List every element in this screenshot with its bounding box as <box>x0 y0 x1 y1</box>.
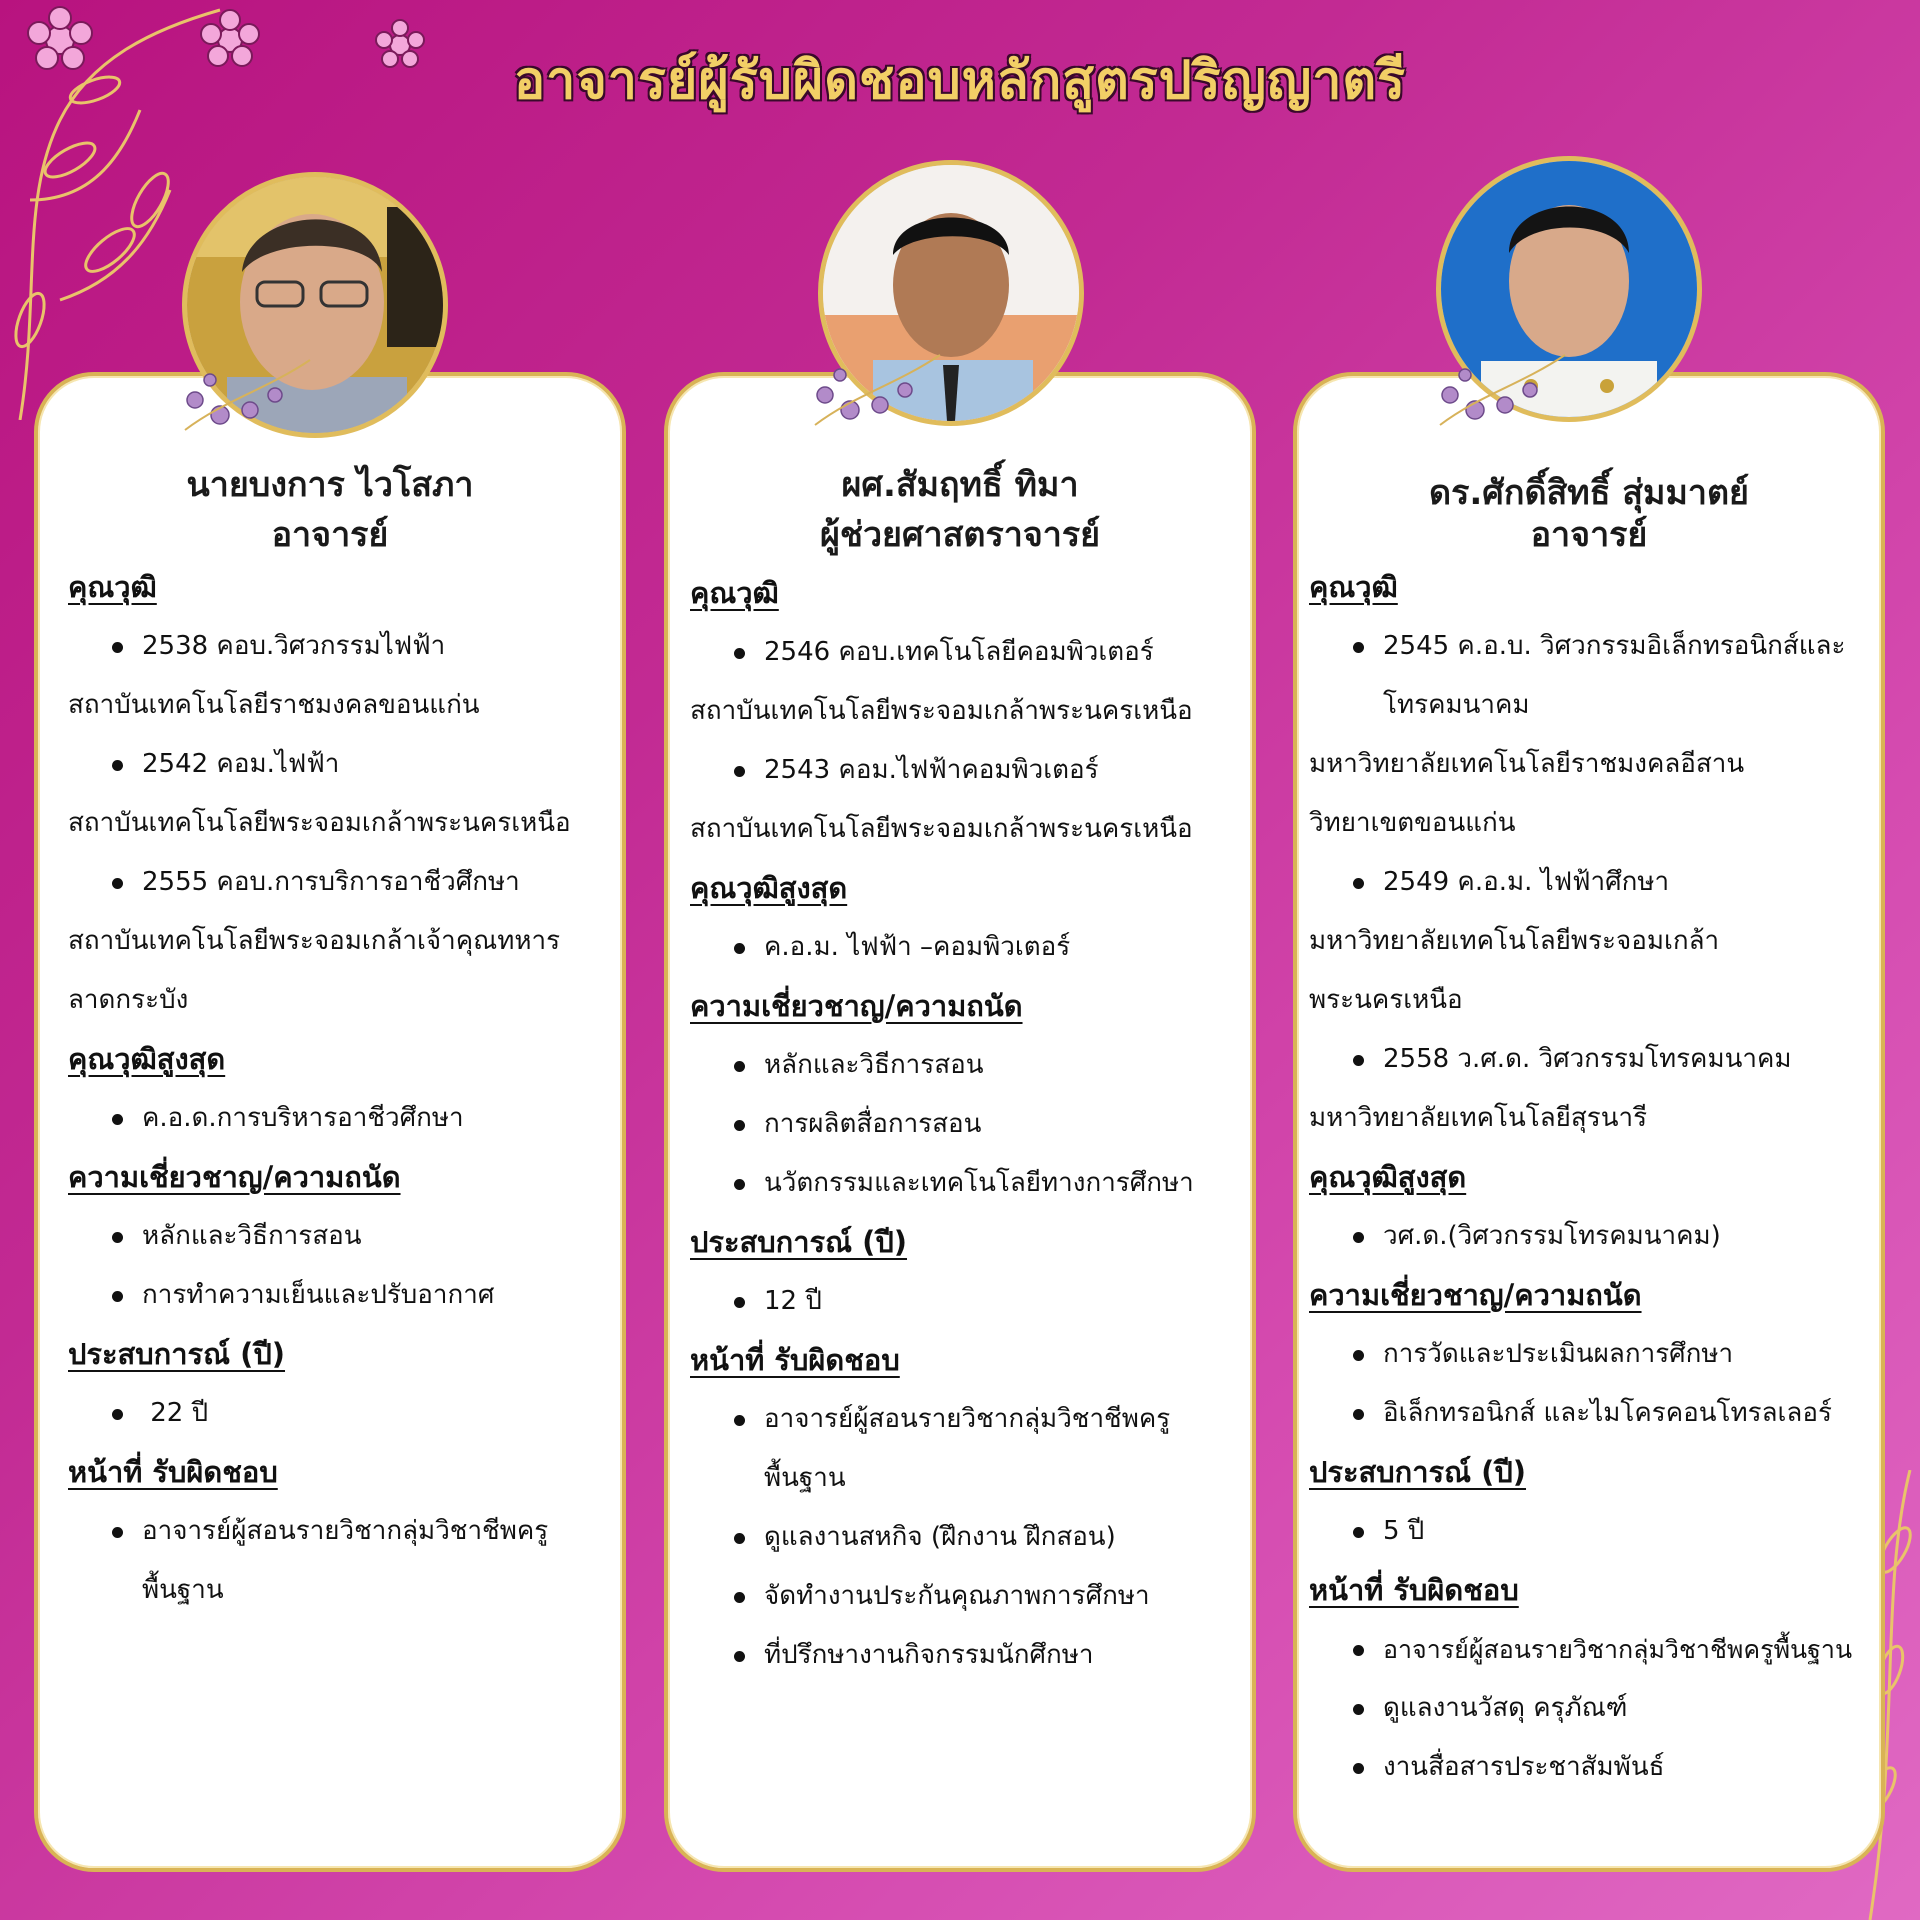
section-highest-qualification: คุณวุฒิสูงสุด <box>690 871 848 905</box>
list-item: นวัตกรรมและเทคโนโลยีทางการศึกษา <box>690 1154 1250 1213</box>
list-item: ดูแลงานสหกิจ (ฝึกงาน ฝึกสอน) <box>690 1508 1250 1567</box>
lecturer-details <box>68 558 628 1620</box>
list-item: อาจารย์ผู้สอนรายวิชากลุ่มวิชาชีพครูพื้นฐาน <box>1309 1620 1889 1679</box>
section-duties: หน้าที่ รับผิดชอบ <box>1309 1573 1519 1607</box>
lecturer-position: อาจารย์ <box>271 515 389 555</box>
section-experience: ประสบการณ์ (ปี) <box>690 1225 908 1259</box>
institution: สถาบันเทคโนโลยีพระจอมเกล้าพระนครเหนือ <box>690 814 1193 844</box>
list-item: ค.อ.ด.การบริหารอาชีวศึกษา <box>68 1089 628 1148</box>
lecturer-position: ผู้ช่วยศาสตราจารย์ <box>819 515 1101 555</box>
list-item: 2555 คอบ.การบริการอาชีวศึกษา <box>68 853 628 912</box>
institution: มหาวิทยาลัยเทคโนโลยีราชมงคลอีสาน <box>1309 749 1745 779</box>
institution: สถาบันเทคโนโลยีพระจอมเกล้าเจ้าคุณทหาร <box>68 926 561 956</box>
floral-accent-icon <box>1430 335 1570 435</box>
institution: สถาบันเทคโนโลยีพระจอมเกล้าพระนครเหนือ <box>68 808 571 838</box>
section-qualifications: คุณวุฒิ <box>1309 570 1398 604</box>
floral-accent-icon <box>175 340 315 440</box>
list-item-continuation: โทรคมนาคม <box>1383 690 1530 720</box>
list-item: 2543 คอม.ไฟฟ้าคอมพิวเตอร์ <box>690 741 1250 800</box>
section-expertise: ความเชี่ยวชาญ/ความถนัด <box>690 989 1023 1023</box>
list-item-continuation: พื้นฐาน <box>142 1575 224 1605</box>
institution: มหาวิทยาลัยเทคโนโลยีสุรนารี <box>1309 1103 1648 1133</box>
section-qualifications: คุณวุฒิ <box>690 576 779 610</box>
list-item-continuation: พื้นฐาน <box>764 1463 846 1493</box>
lecturer-details <box>1309 558 1889 1797</box>
list-item: อาจารย์ผู้สอนรายวิชากลุ่มวิชาชีพครู <box>68 1502 628 1561</box>
list-item: 2542 คอม.ไฟฟ้า <box>68 735 628 794</box>
floral-accent-icon <box>805 335 945 435</box>
lecturer-name: นายบงการ ไวโสภา <box>186 465 474 505</box>
list-item: วศ.ด.(วิศวกรรมโทรคมนาคม) <box>1309 1207 1889 1266</box>
section-highest-qualification: คุณวุฒิสูงสุด <box>68 1042 226 1076</box>
list-item: อาจารย์ผู้สอนรายวิชากลุ่มวิชาชีพครู <box>690 1390 1250 1449</box>
list-item: หลักและวิธีการสอน <box>68 1207 628 1266</box>
institution: มหาวิทยาลัยเทคโนโลยีพระจอมเกล้า <box>1309 926 1720 956</box>
list-item: 2546 คอบ.เทคโนโลยีคอมพิวเตอร์ <box>690 623 1250 682</box>
section-duties: หน้าที่ รับผิดชอบ <box>68 1455 278 1489</box>
list-item: จัดทำงานประกันคุณภาพการศึกษา <box>690 1567 1250 1626</box>
list-item: อิเล็กทรอนิกส์ และไมโครคอนโทรลเลอร์ <box>1309 1384 1889 1443</box>
list-item: 2538 คอบ.วิศวกรรมไฟฟ้า <box>68 617 628 676</box>
institution: สถาบันเทคโนโลยีราชมงคลขอนแก่น <box>68 690 480 720</box>
section-highest-qualification: คุณวุฒิสูงสุด <box>1309 1160 1467 1194</box>
list-item: งานสื่อสารประชาสัมพันธ์ <box>1309 1738 1889 1797</box>
list-item: หลักและวิธีการสอน <box>690 1036 1250 1095</box>
section-expertise: ความเชี่ยวชาญ/ความถนัด <box>1309 1278 1642 1312</box>
section-expertise: ความเชี่ยวชาญ/ความถนัด <box>68 1160 401 1194</box>
lecturer-details <box>690 564 1250 1685</box>
lecturer-name: ผศ.สัมฤทธิ์ ทิมา <box>841 465 1079 505</box>
list-item: 2549 ค.อ.ม. ไฟฟ้าศึกษา <box>1309 853 1889 912</box>
institution: พระนครเหนือ <box>1309 985 1463 1015</box>
institution: วิทยาเขตขอนแก่น <box>1309 808 1516 838</box>
page-title: อาจารย์ผู้รับผิดชอบหลักสูตรปริญญาตรี <box>513 51 1407 111</box>
section-duties: หน้าที่ รับผิดชอบ <box>690 1343 900 1377</box>
list-item: การผลิตสื่อการสอน <box>690 1095 1250 1154</box>
section-qualifications: คุณวุฒิ <box>68 570 157 604</box>
list-item: 2558 ว.ศ.ด. วิศวกรรมโทรคมนาคม <box>1309 1030 1889 1089</box>
list-item: 12 ปี <box>690 1272 1250 1331</box>
institution: ลาดกระบัง <box>68 985 189 1015</box>
lecturer-name: ดร.ศักดิ์สิทธิ์ สุ่มมาตย์ <box>1429 473 1749 513</box>
list-item: 2545 ค.อ.บ. วิศวกรรมอิเล็กทรอนิกส์และ <box>1309 617 1889 676</box>
section-experience: ประสบการณ์ (ปี) <box>1309 1455 1527 1489</box>
list-item: 5 ปี <box>1309 1502 1889 1561</box>
list-item: การทำความเย็นและปรับอากาศ <box>68 1266 628 1325</box>
list-item: ที่ปรึกษางานกิจกรรมนักศึกษา <box>690 1626 1250 1685</box>
list-item: ดูแลงานวัสดุ ครุภัณฑ์ <box>1309 1679 1889 1738</box>
lecturer-position: อาจารย์ <box>1530 515 1648 555</box>
list-item: การวัดและประเมินผลการศึกษา <box>1309 1325 1889 1384</box>
section-experience: ประสบการณ์ (ปี) <box>68 1337 286 1371</box>
list-item: 22 ปี <box>68 1384 628 1443</box>
institution: สถาบันเทคโนโลยีพระจอมเกล้าพระนครเหนือ <box>690 696 1193 726</box>
list-item: ค.อ.ม. ไฟฟ้า –คอมพิวเตอร์ <box>690 918 1250 977</box>
